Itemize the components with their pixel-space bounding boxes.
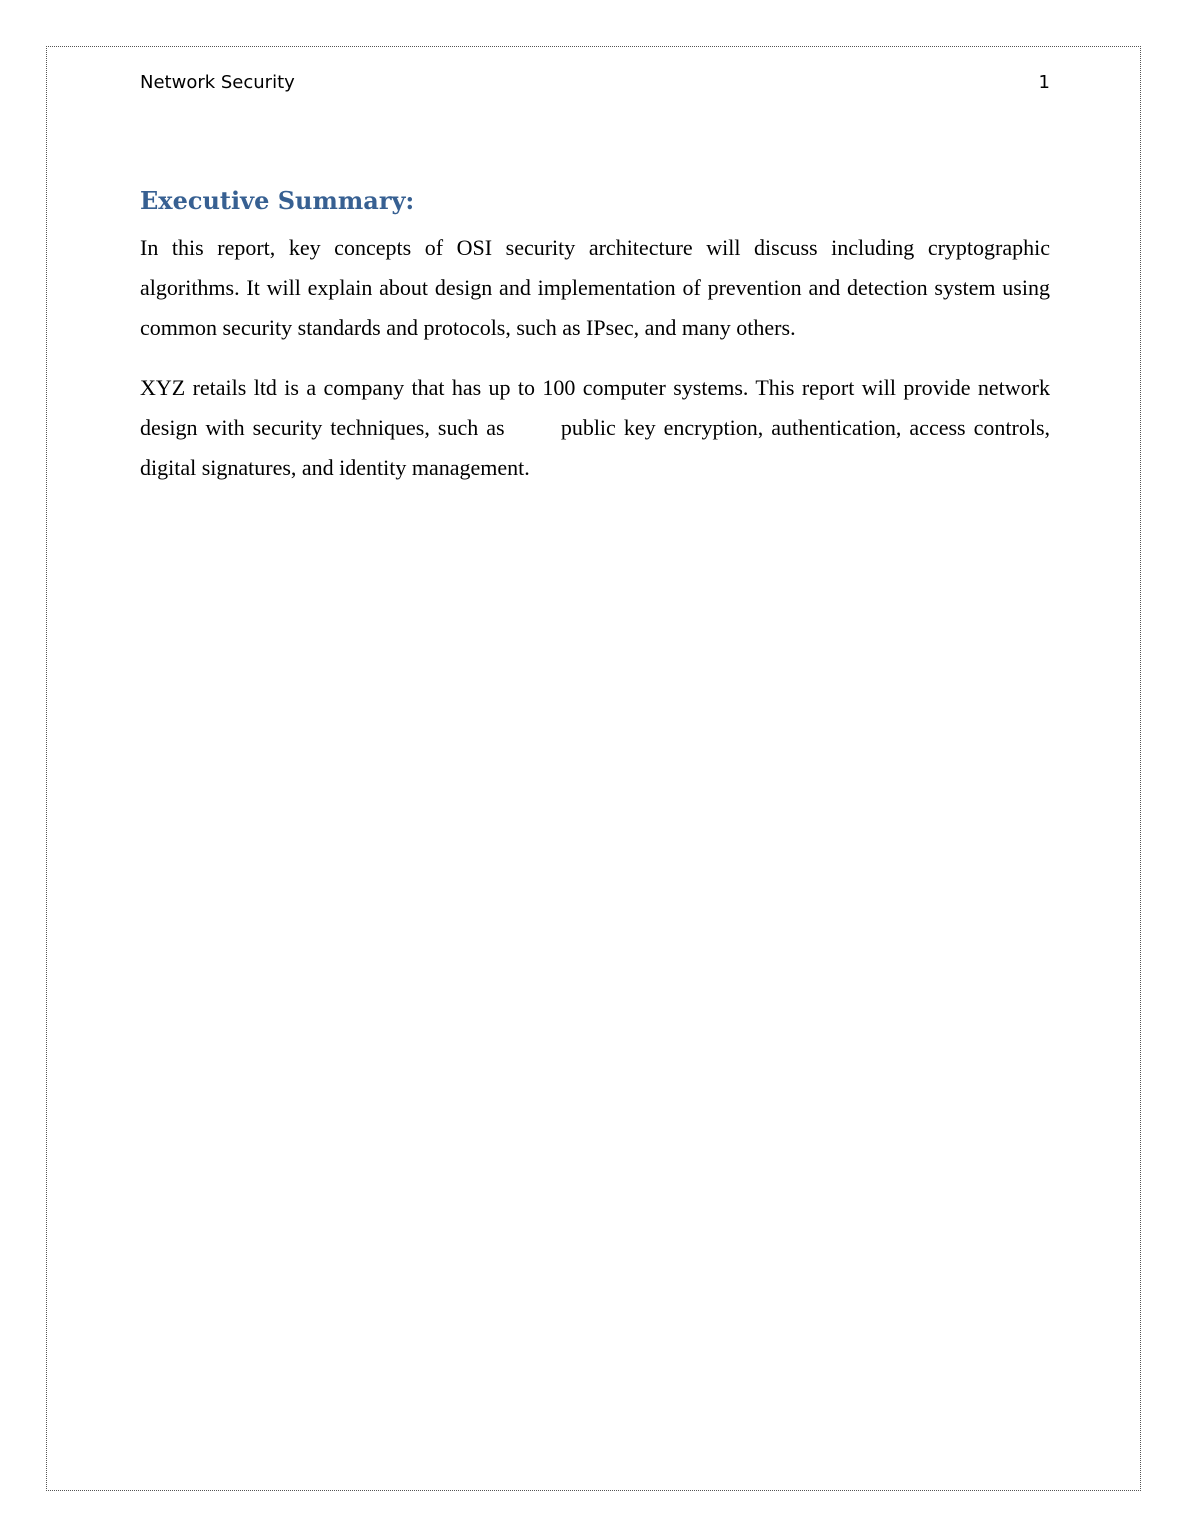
- header-title: Network Security: [140, 72, 295, 93]
- page-header: [140, 72, 1050, 96]
- paragraph-2: XYZ retails ltd is a company that has up to 100 computer systems. This report will provide network design with security techniques, such as public key encryption, authentication, access controls, digital signatures, and identity management.: [140, 375, 1050, 480]
- page-number: 1: [1038, 72, 1050, 93]
- paragraph-1: In this report, key concepts of OSI security architecture will discuss including cryptographic algorithms. It will explain about design and implementation of prevention and detection system using common security standards and protocols, such as IPsec, and many others.: [140, 235, 1050, 340]
- section-heading: Executive Summary:: [140, 186, 415, 215]
